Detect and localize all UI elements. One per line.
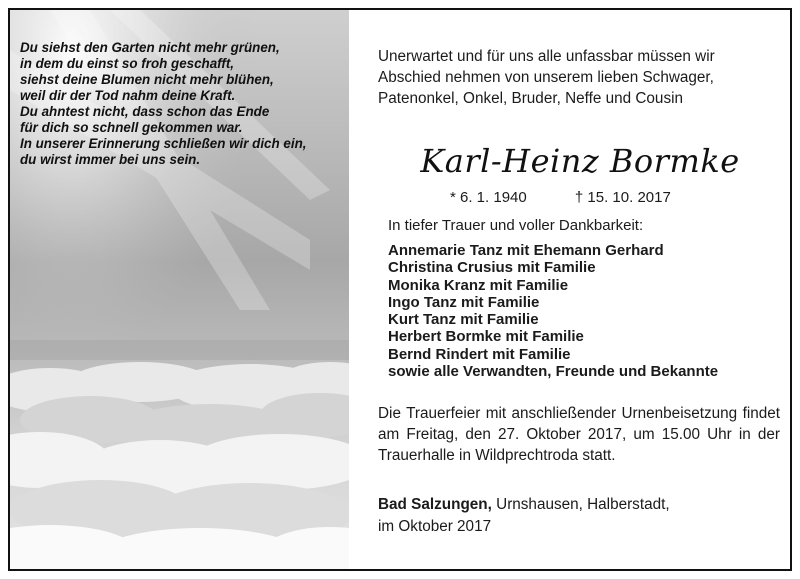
poem-line: in dem du einst so froh geschafft, <box>20 56 235 71</box>
poem <box>20 40 349 168</box>
mourner: Monika Kranz mit Familie <box>388 276 569 294</box>
poem-line: du wirst immer bei uns sein. <box>20 152 201 167</box>
announcement <box>378 46 782 535</box>
death-date: † 15. 10. 2017 <box>574 189 671 206</box>
poem-line: Du ahntest nicht, dass schon das Ende <box>20 104 270 119</box>
place-line <box>378 494 670 515</box>
funeral-info: Die Trauerfeier mit anschließender Urnenbeisetzung findet am Freitag, den 27. Oktober 2017, um 15.00 Uhr in der Trauerhalle in Wildprechtroda statt. <box>378 405 780 464</box>
mourner: Christina Crusius mit Familie <box>388 259 596 277</box>
deceased-name: Karl-Heinz Bormke <box>420 142 740 180</box>
mourner: Kurt Tanz mit Familie <box>388 311 539 329</box>
mourners-list <box>388 242 718 380</box>
place-main: Bad Salzungen, <box>378 496 492 513</box>
mourner: Annemarie Tanz mit Ehemann Gerhard <box>388 242 664 259</box>
intro-line: Unerwartet und für uns alle unfassbar müssen wir <box>378 48 715 65</box>
poem-line: Du siehst den Garten nicht mehr grünen, <box>20 40 280 55</box>
birth-date: * 6. 1. 1940 <box>450 189 527 206</box>
sky-clouds-photo <box>10 10 349 569</box>
mourner: Ingo Tanz mit Familie <box>388 293 540 311</box>
life-dates <box>450 189 715 206</box>
mourner: sowie alle Verwandten, Freunde und Bekannte <box>388 363 719 381</box>
poem-line: für dich so schnell gekommen war. <box>20 120 243 135</box>
mourner: Herbert Bormke mit Familie <box>388 328 584 346</box>
intro-text <box>378 46 782 109</box>
mourner: Bernd Rindert mit Familie <box>388 345 571 363</box>
mourning-line: In tiefer Trauer und voller Dankbarkeit: <box>388 217 644 234</box>
date-line: im Oktober 2017 <box>378 518 492 535</box>
obituary-frame <box>8 8 792 571</box>
poem-line: In unserer Erinnerung schließen wir dich ein, <box>20 136 307 151</box>
intro-line: Abschied nehmen von unserem lieben Schwager, <box>378 69 714 86</box>
poem-line: siehst deine Blumen nicht mehr blühen, <box>20 72 274 87</box>
place-others: Urnshausen, Halberstadt, <box>491 496 670 513</box>
intro-line: Patenonkel, Onkel, Bruder, Neffe und Cousin <box>378 90 683 107</box>
poem-line: weil dir der Tod nahm deine Kraft. <box>20 88 236 103</box>
